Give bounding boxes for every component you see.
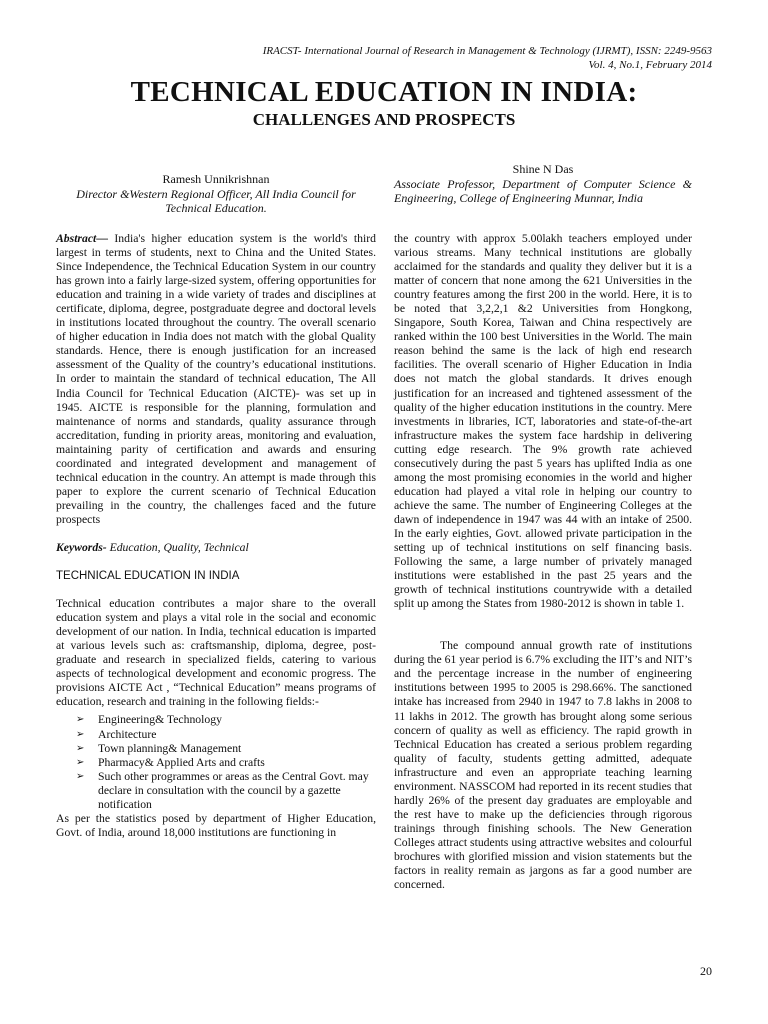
author-name: Shine N Das bbox=[512, 162, 574, 176]
arrow-bullet-icon: ➢ bbox=[76, 728, 85, 740]
author-affiliation: Associate Professor, Department of Computer Science & Engineering, College of Engineering Munnar, India bbox=[394, 176, 692, 205]
author-block-2 bbox=[394, 162, 692, 206]
journal-header bbox=[263, 44, 712, 72]
left-column bbox=[56, 232, 376, 840]
body-paragraph: the country with approx 5.00lakh teachers employed under various streams. Many technical institutions are globally acclaimed for the standards and quality they deliver but it is a matter of concern that none among the 621 Universities in the country features among the first 200 in the world. Here, it is to be noted that 3,2,2,1 &2 Universities from Hongkong, Singapore, South Korea, Taiwan and China respectively are ranked within the 100 best Universities in the World. The main reason behind the same is the lack of high end research facilities. The overall scenario of Higher Education in India does not match the global standards. It drives enough justification for an increased and tightened assessment of the quality of the higher education institutions in the country. Mere investments in libraries, ICT, laboratories and state-of-the-art infrastructure makes the system face hardship in delivering cutting edge research. The 9% growth rate achieved consecutively during the past 5 years has uplifted India as one among the most promising economies in the world and higher education had played a vital role in helping our country to achieve the same. The number of Engineering Colleges at the dawn of independence in 1947 was 44 with an intake of 2500. In the early eighties, Govt. allowed private participation in the setting up of technical institutions on self financing basis. Following the same, a large number of privately managed institutions were established in the past 25 years and the growth of technical institutions countrywide with a detailed split up among the States from 1980-2012 is shown in table 1. bbox=[394, 232, 692, 611]
list-item: ➢ Pharmacy& Applied Arts and crafts bbox=[76, 755, 265, 769]
arrow-bullet-icon: ➢ bbox=[76, 770, 85, 782]
list-item: ➢ Engineering& Technology bbox=[76, 713, 222, 727]
list-item: ➢ Such other programmes or areas as the Central Govt. may declare in consultation with the council by a gazette notification bbox=[76, 769, 369, 811]
journal-line: IRACST- International Journal of Research in Management & Technology (IJRMT), ISSN: 2249-9563 bbox=[262, 45, 712, 57]
arrow-bullet-icon: ➢ bbox=[76, 756, 85, 768]
abstract-label: Abstract bbox=[56, 232, 97, 245]
paper-subtitle: CHALLENGES AND PROSPECTS bbox=[252, 110, 516, 129]
keywords-label: Keywords- bbox=[56, 540, 107, 554]
arrow-bullet-icon: ➢ bbox=[76, 714, 85, 726]
volume-line: Vol. 4, No.1, February 2014 bbox=[588, 59, 712, 71]
abstract: Abstract— India's higher education system is the world's third largest in terms of students, next to China and the United States. Since Independence, the Technical Education System in our country has grown into a fairly large-sized system, offering opportunities for education and training in a wide variety of trades and disciplines at certificate, diploma, degree, postgraduate degree and doctoral levels in institutions located throughout the country. The overall scenario of higher education in India does not match with the global Quality standards. Hence, there is enough justification for an increased assessment of the Quality of the country’s educational institutions. In order to maintain the standard of technical education, The All India Council for Technical Education (AICTE)- was set up in 1945. AICTE is responsible for the planning, formulation and maintenance of norms and standards, quality assurance through accreditation, funding in priority areas, monitoring and evaluation, maintaining parity of certification and awards and ensuring coordinated and integrated development and management of technical education in the country. An attempt is made through this paper to explore the current scenario of Technical Education prevailing in the country, the challenges faced and the future prospects bbox=[56, 232, 377, 526]
list-item: ➢ Town planning& Management bbox=[76, 741, 242, 755]
list-item: ➢ Architecture bbox=[76, 727, 157, 741]
author-name: Ramesh Unnikrishnan bbox=[162, 172, 270, 186]
page-number: 20 bbox=[700, 964, 712, 978]
author-affiliation: Director &Western Regional Officer, All India Council for Technical Education. bbox=[76, 186, 356, 215]
keywords-text: Education, Quality, Technical bbox=[109, 540, 249, 554]
section-intro: Technical education contributes a major share to the overall education system and plays a vital role in the social and economic development of our nation. In India, technical education is imparted at various levels such as: craftsmanship, diploma, degree, post-graduate and research in specialized fields, catering to various aspects of technological development and economic progress. The provisions AICTE Act , “Technical Education” means programs of education, research and training in the following fields:- bbox=[56, 597, 376, 709]
right-column bbox=[394, 232, 692, 892]
abstract-text: India's higher education system is the world's third largest in terms of students, next to China and the United States. Since Independence, the Technical Education System in our country has grown into a fairly large-sized system, offering opportunities for education and training in a wide variety of trades and disciplines at certificate, diploma, degree, postgraduate degree and doctoral levels in institutions located throughout the country. The overall scenario of higher education in India does not match with the global Quality standards. Hence, there is enough justification for an increased assessment of the Quality of the country’s educational institutions. In order to maintain the standard of technical education, The All India Council for Technical Education (AICTE)- was set up in 1945. AICTE is responsible for the planning, formulation and maintenance of norms and standards, quality assurance through accreditation, funding in priority areas, monitoring and evaluation, maintaining parity of certification and awards and ensuring coordinated and integrated development and management of technical education in the country. An attempt is made through this paper to explore the current scenario of Technical Education prevailing in the country, the challenges faced and the future prospects bbox=[56, 232, 377, 526]
statistics-paragraph: As per the statistics posed by department of Higher Education, Govt. of India, around 18,000 institutions are functioning in bbox=[56, 811, 376, 839]
author-block-1 bbox=[56, 172, 376, 216]
paper-title: TECHNICAL EDUCATION IN INDIA: bbox=[130, 76, 638, 108]
body-paragraph: The compound annual growth rate of institutions during the 61 year period is 6.7% excluding the IIT’s and NIT’s and the percentage increase in the number of engineering institutions between 1995 to 2005 is 298.66%. The sanctioned intake has increased from 2940 in 1947 to 7.8 lakhs in 2008 to 11 lakhs in 2012. The growth has brought along some serious concern of quality as well as efficiency. The rapid growth in Technical Education has created a serious problem regarding quality of faculty, students getting admitted, adequate infrastructure and even an appropriate teaching learning environment. NASSCOM had reported in its recent studies that hardly 26% of the present day graduates are employable and the rest have to make up the deficiencies through rigorous trainings through finishing schools. The New Generation Colleges attract students using attractive websites and colourful brochures with glorified mission and vision statements but the factors in reality remain as jargons as far a good number are concerned. bbox=[394, 639, 692, 892]
keywords bbox=[56, 541, 376, 555]
fields-list bbox=[56, 713, 376, 811]
arrow-bullet-icon: ➢ bbox=[76, 742, 85, 754]
section-heading: TECHNICAL EDUCATION IN INDIA bbox=[56, 570, 240, 583]
